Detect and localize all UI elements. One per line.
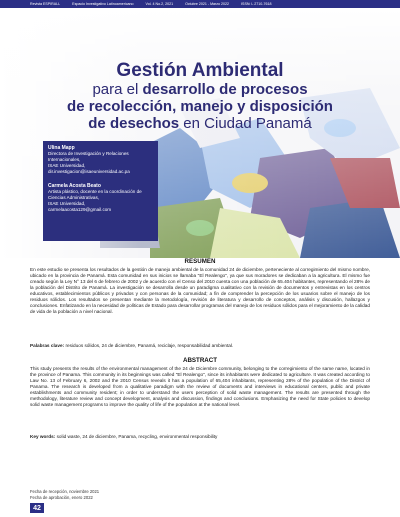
abstract-text: This study presents the results of the environmental management of the 24 de Diciembre community, belonging to the corregimiento of the same name, located in the province of Panama. This community in its beginnings was called "El Realengo", since its inhabitants were dedicated to agriculture. It was created according to Law No. 13 of February 6, 2002 and the 2010 Census reveals it has a population of 65,404 inhabitants, representing 28% of the population of the District of Panama. The research is developed from a qualitative paradigm with the review of documents and interviews in educational centers, public and private establishments and community resident; in order to understand the users perception of solid waste management. The results are presented through the methodology, literature review and concept development, analysis and discussion, findings and conclusions. Emphasizing the need for State policies to develop solid waste management programs to improve the quality of life of the population at the national level. [30,366,370,407]
key-words: Key words: solid waste, 24 de diciembre, Panama, recycling, environmental responsibility [30,434,218,439]
title-line-2: para el desarrollo de procesos [92,81,308,98]
resumen-text: En este estudio se presenta los resultados de la gestión de manejo ambiental de la comunidad 24 de diciembre, perteneciente al corregimiento del mismo nombre, ubicado en la provincia de Panamá. Esta comunidad en sus inicios se llamaba "El Realengo", ya que sus moradores se dedicaban a la agricultura. El mismo fue creado según la Ley N° 13 del 6 de febrero de 2002 y de acuerdo con el Censo del 2010 cuenta con una población de 65.404 habitantes, representando el 28% de la población del Distrito de Panamá. La investigación se desarrolla desde un paradigma cualitativo con la revisión de documentos y entrevistas en los centros educativos, establecimientos públicos y privados y con personas de la comunidad; a fin de comprender la percepción de los usuarios sobre el manejo de los residuos sólidos. Los resultados se presentan mediante la metodología, revisión de literatura y desarrollo de conceptos, análisis y discusión, hallazgos y conclusiones. Enfatizando en la necesidad de políticas de Estado para desarrollar programas del manejo de los residuos sólidos para el mejoramiento de la calidad de vida de la población a nivel nacional. [30,267,370,314]
author-1-org: ISAE Universidad, [48,163,86,168]
journal-issue: Espacio Investigativo Latinoamericano [72,2,134,6]
article-title [0,60,400,132]
title-line-1: Gestión Ambiental [116,60,284,81]
author-1-role: Directora de Investigación y Relaciones Internacionales, [48,151,129,162]
journal-period: Octubre 2021 - Marzo 2022 [185,2,230,6]
received-date: Fecha de recepción, noviembre 2021 [30,489,100,494]
author-2-role: Artista plástico, docente en la coordinación de Ciencias Administrativas, [48,189,142,200]
abstract-heading: ABSTRACT [182,357,218,364]
author-1-email[interactable]: dir.investigacion@isaeuniversidad.ac.pa [48,169,130,174]
journal-name: Revista ESPIRALL [30,2,61,6]
author-1-name: Ulina Mapp [48,145,75,151]
page-number: 42 [30,503,44,513]
journal-issn: ISSN: L 2710-7618 [241,2,272,6]
authors-box [43,141,158,241]
title-line-4: de desechos en Ciudad Panamá [88,115,312,132]
author-2-email[interactable]: carmelaacosta129@gmail.com [48,207,112,212]
title-line-3: de recolección, manejo y disposición [67,98,333,115]
approved-date: Fecha de aprobación, enero 2022 [30,494,93,500]
palabras-clave: Palabras clave: residuos sólidos, 24 de diciembre, Panamá, reciclaje, responsabilidad ambiental. [30,343,234,348]
publication-dates [30,489,99,500]
journal-volume: Vol. 4 No.2, 2021 [145,2,174,6]
journal-header-bar [0,0,400,8]
author-2-name: Carmela Acosta Beato [48,183,101,189]
resumen-heading: RESUMEN [184,258,216,265]
author-2-org: ISAE Universidad, [48,201,86,206]
